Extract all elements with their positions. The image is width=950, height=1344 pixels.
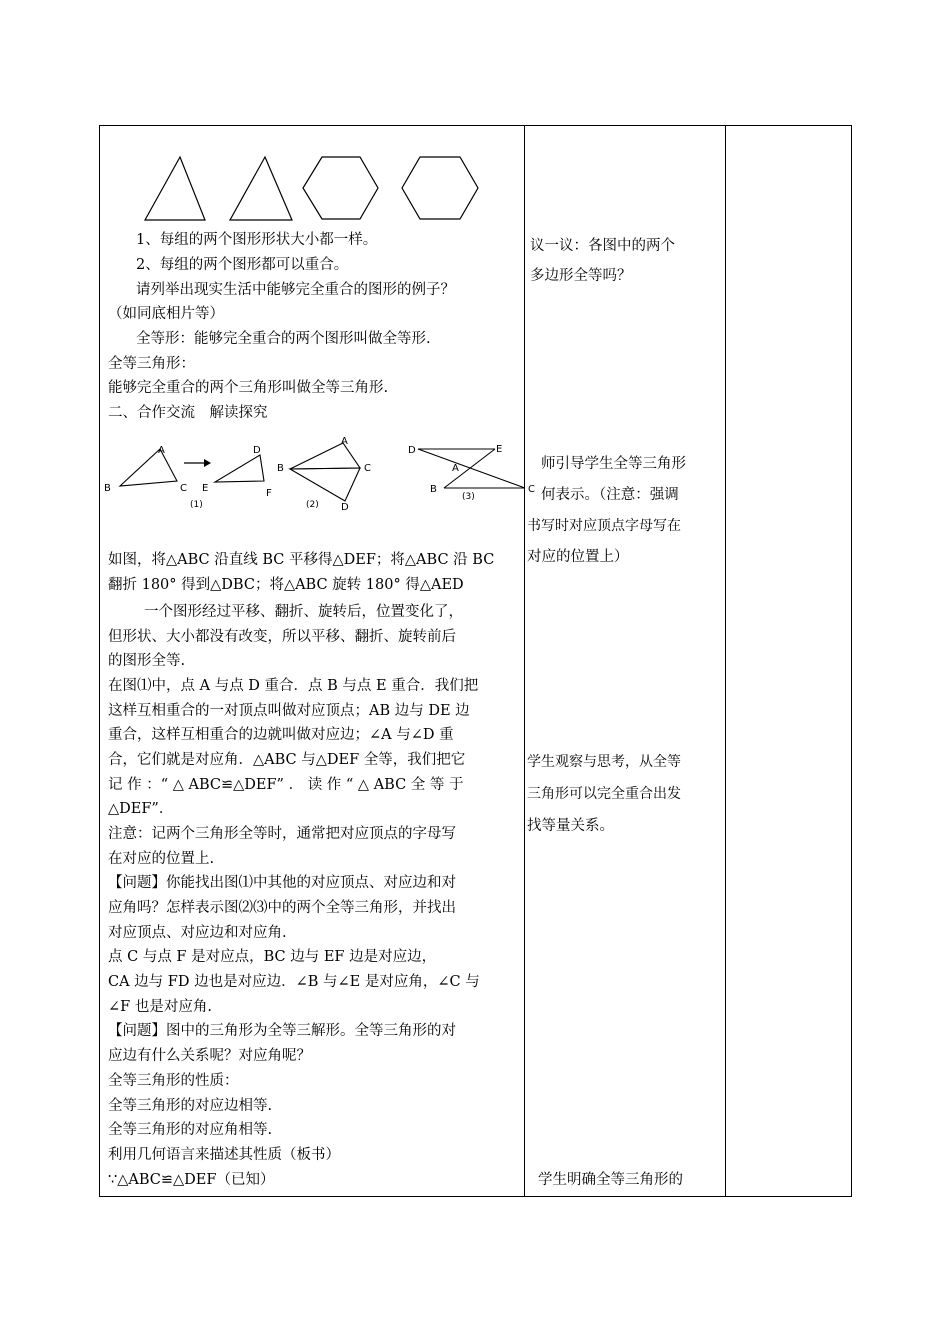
label-b: B (277, 463, 284, 474)
text-line: 【问题】图中的三角形为全等三解形。全等三角形的对 (108, 1023, 456, 1039)
hexagon-shape-2 (402, 157, 478, 219)
label-a: A (158, 445, 165, 456)
text-line: CA 边与 FD 边也是对应边．∠B 与∠E 是对应角，∠C 与 (108, 974, 480, 990)
caption-fig3: (3) (462, 492, 475, 502)
text-line: 利用几何语言来描述其性质（板书） (108, 1147, 340, 1163)
line-dc (418, 449, 525, 488)
text-line: 但形状、大小都没有改变，所以平移、翻折、旋转前后 (108, 629, 456, 645)
text-line: 如图，将△ABC 沿直线 BC 平移得△DEF；将△ABC 沿 BC (108, 552, 495, 568)
text-line: 全等三角形： (108, 356, 195, 372)
label-c: C (180, 483, 187, 494)
label-c: C (364, 463, 371, 474)
note-line: 何表示。（注意：强调 (541, 487, 679, 503)
triangle-shape-2 (230, 157, 292, 220)
text-line: 注意：记两个三角形全等时，通常把对应顶点的字母写 (108, 826, 456, 842)
text-line: 应边有什么关系呢？对应角呢？ (108, 1048, 311, 1064)
text-line: 全等三角形的对应边相等. (108, 1098, 273, 1114)
note-line: 找等量关系。 (527, 818, 614, 834)
label-e: E (496, 444, 503, 455)
text-line: △DEF”． (108, 801, 174, 817)
label-a: A (452, 463, 459, 474)
triangle-dbc-fig2 (290, 468, 360, 501)
text-line: （如同底相片等） (108, 306, 224, 322)
text-line: 【问题】你能找出图⑴中其他的对应顶点、对应边和对 (108, 875, 456, 891)
note-line: 议一议：各图中的两个 (530, 238, 675, 254)
label-c: C (528, 484, 535, 495)
text-line: 全等形：能够完全重合的两个图形叫做全等形. (136, 331, 431, 347)
label-e: E (202, 483, 209, 494)
triangle-def-fig1 (215, 455, 264, 482)
text-line: 在对应的位置上. (108, 851, 215, 867)
label-b: B (430, 484, 437, 495)
note-line: 对应的位置上） (527, 549, 629, 565)
text-line: 全等三角形的对应角相等. (108, 1122, 273, 1138)
text-line: 点 C 与点 F 是对应点，BC 边与 EF 边是对应边， (108, 949, 437, 965)
text-line: 翻折 180° 得到△DBC；将△ABC 旋转 180° 得△AED (108, 577, 464, 593)
text-line: 在图⑴中，点 A 与点 D 重合．点 B 与点 E 重合．我们把 (108, 678, 479, 694)
text-line: ∠F 也是对应角. (108, 999, 212, 1015)
triangle-abc-fig2 (290, 443, 360, 469)
caption-fig2: (2) (306, 500, 319, 510)
triangle-diagram (100, 435, 535, 515)
note-line: 师引导学生全等三角形 (541, 456, 686, 472)
label-d: D (253, 445, 261, 456)
text-line: 1、每组的两个图形形状大小都一样。 (136, 232, 378, 248)
label-f: F (266, 488, 272, 499)
note-line: 三角形可以完全重合出发 (527, 786, 681, 802)
triangle-shape-1 (145, 157, 205, 220)
label-d: D (341, 502, 349, 513)
hexagon-shape-1 (303, 157, 378, 219)
label-b: B (104, 483, 111, 494)
triangle-abc-fig1 (120, 449, 177, 486)
text-line: 记 作 ：“ △ ABC≌△DEF” ． 读 作 “ △ ABC 全 等 于 (108, 777, 464, 793)
text-line: 对应顶点、对应边和对应角. (108, 925, 287, 941)
text-line: 一个图形经过平移、翻折、旋转后，位置变化了， (144, 604, 463, 620)
label-a: A (341, 436, 348, 447)
note-line: 多边形全等吗？ (530, 268, 632, 284)
text-line: 2、每组的两个图形都可以重合。 (136, 257, 349, 273)
section-heading: 二、合作交流 解读探究 (108, 405, 268, 421)
note-line: 书写时对应顶点字母写在 (527, 518, 681, 534)
column-divider-2 (725, 125, 726, 1197)
text-line: 合，它们就是对应角．△ABC 与△DEF 全等，我们把它 (108, 752, 466, 768)
arrow-head (204, 459, 211, 467)
note-line: 学生明确全等三角形的 (538, 1172, 683, 1188)
text-line: ∵△ABC≌△DEF（已知） (108, 1172, 275, 1188)
text-line: 请列举出现实生活中能够完全重合的图形的例子？ (136, 282, 455, 298)
shapes-figure (140, 152, 490, 224)
text-line: 应角吗？怎样表示图⑵⑶中的两个全等三角形，并找出 (108, 900, 456, 916)
label-d: D (408, 445, 416, 456)
text-line: 重合，这样互相重合的边就叫做对应边；∠A 与∠D 重 (108, 727, 454, 743)
text-line: 的图形全等. (108, 653, 186, 669)
text-line: 能够完全重合的两个三角形叫做全等三角形. (108, 380, 389, 396)
note-line: 学生观察与思考，从全等 (527, 754, 681, 770)
caption-fig1: (1) (190, 500, 203, 510)
text-line: 这样互相重合的一对顶点叫做对应顶点；AB 边与 DE 边 (108, 703, 470, 719)
text-line: 全等三角形的性质： (108, 1073, 239, 1089)
